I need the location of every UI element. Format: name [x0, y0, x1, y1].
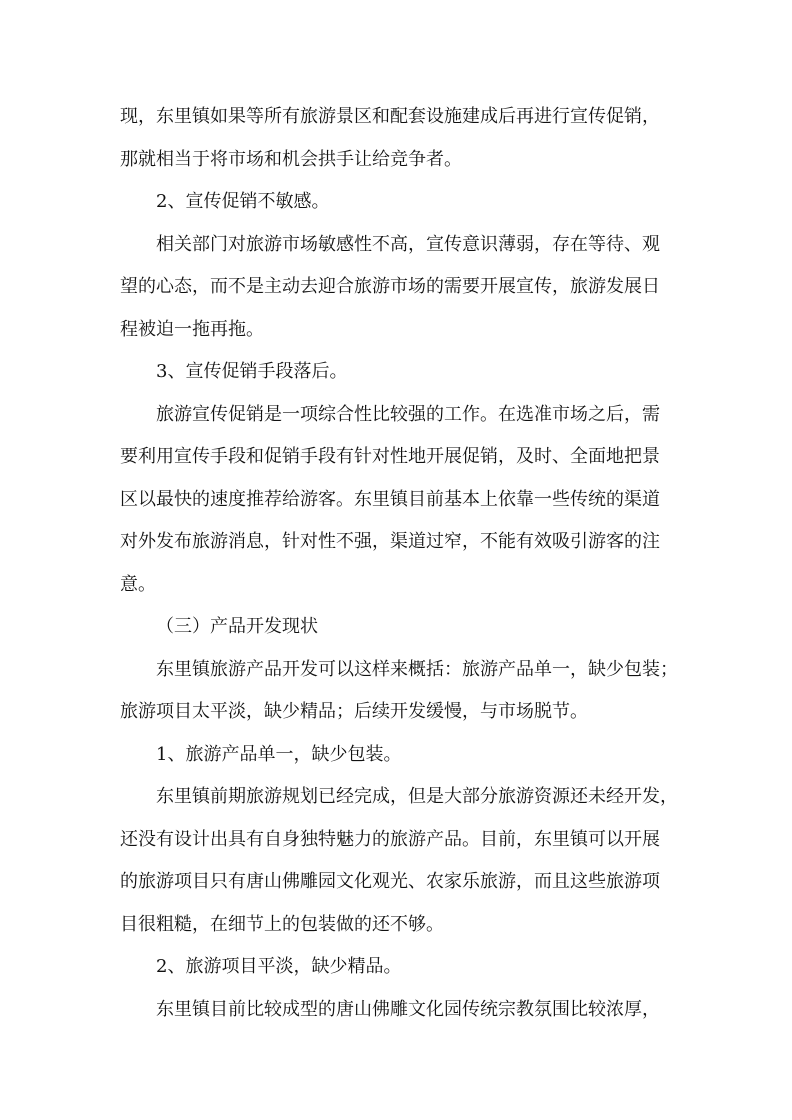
subheading-line: 1、旅游产品单一，缺少包装。: [156, 743, 402, 765]
paragraph-line: 望的心态，而不是主动去迎合旅游市场的需要开展宣传，旅游发展日: [120, 276, 660, 297]
paragraph-line: 要利用宣传手段和促销手段有针对性地开展促销，及时、全面地把景: [120, 446, 660, 467]
paragraph-line: 相关部门对旅游市场敏感性不高，宣传意识薄弱，存在等待、观: [156, 233, 660, 255]
document-body: [120, 96, 678, 1031]
paragraph-line: 区以最快的速度推荐给游客。东里镇目前基本上依靠一些传统的渠道: [120, 488, 660, 510]
section-heading: （三）产品开发现状: [156, 616, 318, 637]
paragraph-line: 程被迫一拖再拖。: [120, 318, 264, 340]
paragraph-line: 意。: [120, 573, 156, 595]
paragraph-line: 现，东里镇如果等所有旅游景区和配套设施建成后再进行宣传促销，: [120, 106, 660, 127]
subheading-line: 2、旅游项目平淡，缺少精品。: [156, 956, 402, 977]
paragraph-line: 旅游项目太平淡，缺少精品；后续开发缓慢，与市场脱节。: [120, 701, 588, 722]
paragraph-line: 东里镇前期旅游规划已经完成，但是大部分旅游资源还未经开发，: [156, 786, 678, 807]
paragraph-line: 对外发布旅游消息，针对性不强，渠道过窄，不能有效吸引游客的注: [120, 531, 660, 552]
paragraph-line: 的旅游项目只有唐山佛雕园文化观光、农家乐旅游，而且这些旅游项: [120, 871, 660, 892]
subheading-line: 2、宣传促销不敏感。: [156, 191, 330, 212]
paragraph-line: 那就相当于将市场和机会拱手让给竞争者。: [120, 148, 462, 170]
paragraph-line: 东里镇旅游产品开发可以这样来概括：旅游产品单一，缺少包装；: [156, 658, 678, 680]
paragraph-line: 东里镇目前比较成型的唐山佛雕文化园传统宗教氛围比较浓厚，: [156, 998, 660, 1020]
subheading-line: 3、宣传促销手段落后。: [156, 361, 348, 382]
paragraph-line: 还没有设计出具有自身独特魅力的旅游产品。目前，东里镇可以开展: [120, 828, 660, 850]
paragraph-line: 目很粗糙，在细节上的包装做的还不够。: [120, 913, 444, 935]
paragraph-line: 旅游宣传促销是一项综合性比较强的工作。在选准市场之后，需: [156, 403, 660, 425]
